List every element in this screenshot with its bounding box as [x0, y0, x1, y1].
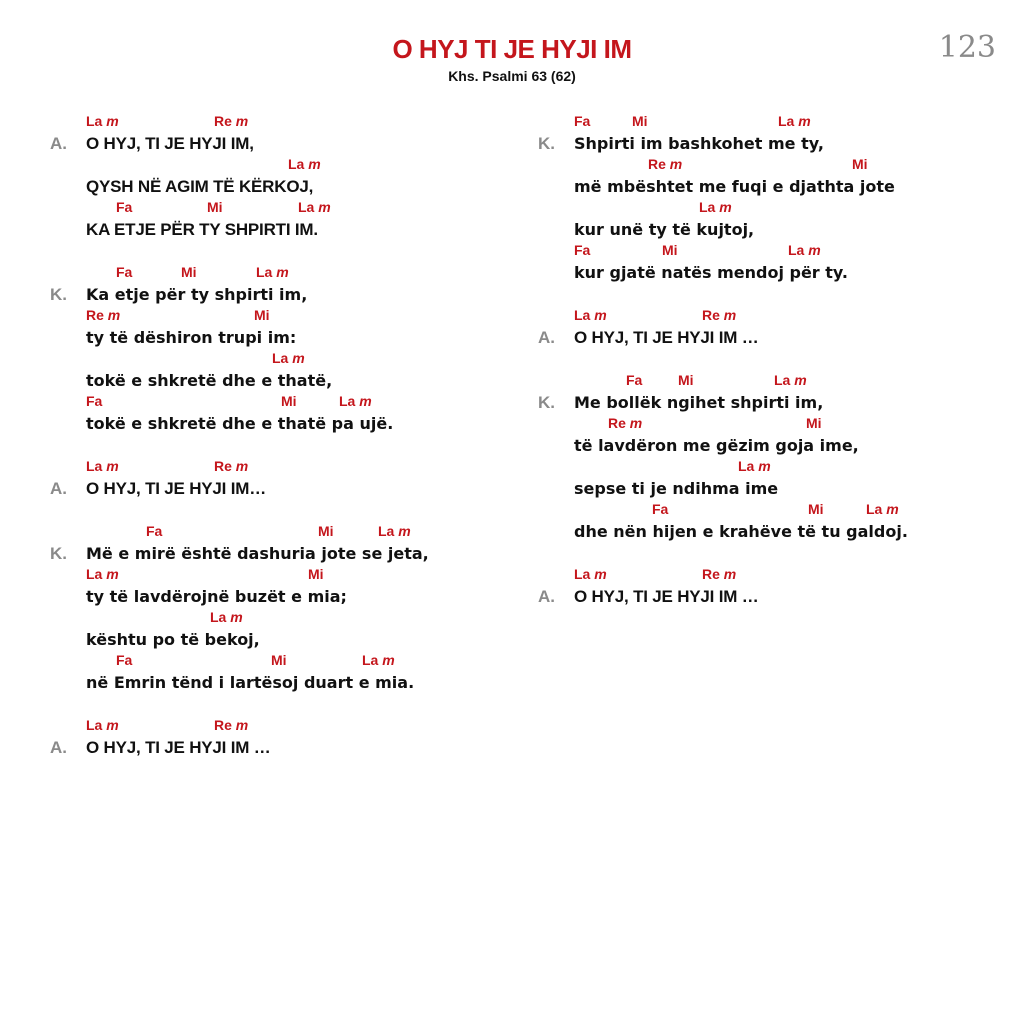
chord-label	[116, 199, 132, 215]
chord-root: La	[738, 458, 755, 474]
chord-label	[574, 113, 590, 129]
chord-root: La	[86, 113, 103, 129]
chord-label	[808, 501, 824, 517]
stanza	[538, 306, 998, 349]
chord-root: Mi	[181, 264, 197, 280]
lyric-line	[50, 716, 500, 759]
lyric-line	[538, 241, 998, 284]
chord-label	[852, 156, 868, 172]
chord-root: La	[866, 501, 883, 517]
chord-root: La	[256, 264, 273, 280]
chord-root: Mi	[207, 199, 223, 215]
refrain-text: QYSH NË AGIM TË KËRKOJ,	[86, 177, 314, 196]
cantor-marker: K.	[538, 393, 555, 412]
chord-root: Mi	[808, 501, 824, 517]
assembly-marker: A.	[50, 479, 67, 498]
verse-text: të lavdëron me gëzim goja ime,	[574, 436, 859, 455]
chord-label	[308, 566, 324, 582]
refrain-text: O HYJ, TI JE HYJI IM …	[86, 738, 271, 757]
chord-label	[210, 609, 243, 625]
stanza	[50, 522, 500, 694]
refrain-text: O HYJ, TI JE HYJI IM,	[86, 134, 254, 153]
chord-root: La	[210, 609, 227, 625]
chord-label	[254, 307, 270, 323]
chord-root: La	[86, 717, 103, 733]
chord-label	[86, 566, 119, 582]
chord-root: Mi	[852, 156, 868, 172]
chord-label	[774, 372, 807, 388]
lyric-line	[50, 263, 500, 306]
lyric-line	[50, 565, 500, 608]
chord-label	[702, 307, 736, 323]
chord-row	[574, 241, 998, 262]
chord-minor: m	[106, 566, 119, 582]
chord-minor: m	[107, 307, 121, 323]
chord-row	[86, 263, 500, 284]
lyric-line	[50, 651, 500, 694]
chord-minor: m	[235, 458, 249, 474]
chord-row	[574, 198, 998, 219]
chord-row	[86, 112, 500, 133]
chord-label	[207, 199, 223, 215]
verse-text: në Emrin tënd i lartësoj duart e mia.	[86, 673, 415, 692]
chord-row	[574, 112, 998, 133]
chord-root: La	[86, 566, 103, 582]
verse-text: më mbështet me fuqi e djathta jote	[574, 177, 895, 196]
assembly-marker: A.	[50, 738, 67, 757]
lyric-line	[50, 522, 500, 565]
right-column	[538, 112, 998, 630]
chord-minor: m	[359, 393, 372, 409]
chord-label	[214, 458, 248, 474]
chord-label	[214, 717, 248, 733]
chord-label	[662, 242, 678, 258]
chord-row	[574, 500, 998, 521]
chord-root: Mi	[318, 523, 334, 539]
lyric-line	[50, 198, 500, 241]
chord-minor: m	[398, 523, 411, 539]
verse-text: ty të dëshiron trupi im:	[86, 328, 297, 347]
chord-minor: m	[292, 350, 305, 366]
chord-minor: m	[106, 717, 119, 733]
stanza	[538, 112, 998, 284]
chord-label	[866, 501, 899, 517]
chord-minor: m	[794, 372, 807, 388]
assembly-marker: A.	[538, 328, 555, 347]
refrain-text: KA ETJE PËR TY SHPIRTI IM.	[86, 220, 318, 239]
chord-label	[271, 652, 287, 668]
chord-row	[86, 522, 500, 543]
chord-row	[86, 457, 500, 478]
chord-minor: m	[230, 609, 243, 625]
assembly-marker: A.	[538, 587, 555, 606]
stanza	[50, 263, 500, 435]
chord-label	[116, 264, 132, 280]
chord-root: La	[574, 307, 591, 323]
chord-label	[86, 458, 119, 474]
chord-root: La	[778, 113, 795, 129]
verse-text: ty të lavdërojnë buzët e mia;	[86, 587, 347, 606]
chord-row	[86, 651, 500, 672]
chord-root: Re	[702, 307, 720, 323]
chord-row	[86, 392, 500, 413]
verse-text: tokë e shkretë dhe e thatë,	[86, 371, 333, 390]
chord-row	[86, 565, 500, 586]
left-column	[50, 112, 500, 781]
chord-root: La	[574, 566, 591, 582]
verse-text: sepse ti je ndihma ime	[574, 479, 779, 498]
lyric-line	[538, 500, 998, 543]
chord-row	[86, 198, 500, 219]
chord-root: La	[788, 242, 805, 258]
chord-label	[608, 415, 642, 431]
cantor-marker: K.	[50, 544, 67, 563]
chord-row	[86, 349, 500, 370]
chord-root: La	[339, 393, 356, 409]
verse-text: Më e mirë është dashuria jote se jeta,	[86, 544, 429, 563]
chord-row	[86, 306, 500, 327]
chord-root: Re	[608, 415, 626, 431]
chord-minor: m	[235, 113, 249, 129]
chord-label	[146, 523, 162, 539]
lyric-line	[50, 457, 500, 500]
stanza	[538, 371, 998, 543]
lyric-line	[538, 457, 998, 500]
song-title: O HYJ TI JE HYJI IM	[392, 34, 632, 64]
chord-minor: m	[106, 458, 119, 474]
chord-label	[214, 113, 248, 129]
lyric-line	[538, 371, 998, 414]
lyric-line	[538, 155, 998, 198]
chord-root: La	[378, 523, 395, 539]
chord-root: Re	[214, 458, 232, 474]
chord-label	[86, 393, 102, 409]
chord-minor: m	[723, 307, 737, 323]
chord-row	[86, 716, 500, 737]
chord-label	[362, 652, 395, 668]
chord-root: La	[86, 458, 103, 474]
chord-root: Mi	[806, 415, 822, 431]
chord-minor: m	[669, 156, 683, 172]
chord-minor: m	[758, 458, 771, 474]
chord-minor: m	[594, 566, 607, 582]
chord-label	[298, 199, 331, 215]
song-subtitle: Khs. Psalmi 63 (62)	[448, 68, 576, 84]
chord-minor: m	[886, 501, 899, 517]
verse-text: dhe nën hijen e krahëve të tu galdoj.	[574, 522, 908, 541]
page-number: 123	[938, 30, 996, 65]
chord-label	[288, 156, 321, 172]
refrain-text: O HYJ, TI JE HYJI IM …	[574, 328, 759, 347]
chord-label	[116, 652, 132, 668]
lyric-line	[538, 306, 998, 349]
chord-root: Mi	[632, 113, 648, 129]
lyric-line	[538, 112, 998, 155]
lyric-line	[538, 198, 998, 241]
chord-row	[574, 306, 998, 327]
verse-text: kur unë ty të kujtoj,	[574, 220, 755, 239]
verse-text: tokë e shkretë dhe e thatë pa ujë.	[86, 414, 394, 433]
chord-label	[738, 458, 771, 474]
chord-minor: m	[308, 156, 321, 172]
chord-root: Mi	[308, 566, 324, 582]
lyric-line	[50, 608, 500, 651]
chord-minor: m	[235, 717, 249, 733]
chord-root: Re	[214, 717, 232, 733]
verse-text: Ka etje për ty shpirti im,	[86, 285, 308, 304]
chord-row	[574, 155, 998, 176]
chord-label	[806, 415, 822, 431]
chord-label	[574, 307, 607, 323]
chord-root: Fa	[116, 264, 133, 280]
chord-root: Re	[702, 566, 720, 582]
verse-text: Shpirti im bashkohet me ty,	[574, 134, 825, 153]
chord-minor: m	[382, 652, 395, 668]
chord-label	[86, 717, 119, 733]
chord-label	[778, 113, 811, 129]
chord-root: Re	[86, 307, 104, 323]
chord-root: Fa	[574, 113, 591, 129]
chord-minor: m	[318, 199, 331, 215]
verse-text: kur gjatë natës mendoj për ty.	[574, 263, 848, 282]
chord-label	[256, 264, 289, 280]
chord-row	[574, 371, 998, 392]
chord-row	[86, 608, 500, 629]
chord-minor: m	[276, 264, 289, 280]
chord-root: Fa	[652, 501, 669, 517]
chord-label	[788, 242, 821, 258]
chord-label	[632, 113, 648, 129]
assembly-marker: A.	[50, 134, 67, 153]
chord-row	[574, 565, 998, 586]
stanza	[50, 112, 500, 241]
chord-minor: m	[629, 415, 643, 431]
chord-minor: m	[723, 566, 737, 582]
chord-row	[574, 457, 998, 478]
chord-root: Mi	[281, 393, 297, 409]
chord-label	[281, 393, 297, 409]
chord-root: Re	[648, 156, 666, 172]
lyric-line	[538, 414, 998, 457]
chord-label	[378, 523, 411, 539]
refrain-text: O HYJ, TI JE HYJI IM …	[574, 587, 759, 606]
chord-label	[318, 523, 334, 539]
chord-root: La	[699, 199, 716, 215]
chord-minor: m	[808, 242, 821, 258]
chord-row	[574, 414, 998, 435]
lyric-line	[50, 349, 500, 392]
chord-root: Mi	[271, 652, 287, 668]
verse-text: kështu po të bekoj,	[86, 630, 260, 649]
chord-root: La	[272, 350, 289, 366]
chord-minor: m	[594, 307, 607, 323]
chord-label	[699, 199, 732, 215]
chord-root: Mi	[662, 242, 678, 258]
chord-label	[652, 501, 668, 517]
stanza	[50, 716, 500, 759]
chord-root: La	[288, 156, 305, 172]
chord-root: Mi	[254, 307, 270, 323]
cantor-marker: K.	[538, 134, 555, 153]
lyric-line	[50, 306, 500, 349]
chord-label	[626, 372, 642, 388]
chord-label	[86, 307, 120, 323]
chord-root: Fa	[146, 523, 163, 539]
chord-row	[86, 155, 500, 176]
chord-root: Fa	[626, 372, 643, 388]
chord-label	[574, 242, 590, 258]
lyric-line	[50, 112, 500, 155]
stanza	[538, 565, 998, 608]
chord-root: Fa	[86, 393, 103, 409]
chord-label	[678, 372, 694, 388]
chord-label	[702, 566, 736, 582]
chord-label	[272, 350, 305, 366]
chord-root: Fa	[116, 199, 133, 215]
chord-root: La	[774, 372, 791, 388]
cantor-marker: K.	[50, 285, 67, 304]
chord-root: La	[298, 199, 315, 215]
chord-root: Fa	[116, 652, 133, 668]
chord-root: Fa	[574, 242, 591, 258]
lyric-line	[50, 392, 500, 435]
refrain-text: O HYJ, TI JE HYJI IM…	[86, 479, 267, 498]
chord-minor: m	[719, 199, 732, 215]
verse-text: Me bollëk ngihet shpirti im,	[574, 393, 824, 412]
chord-root: La	[362, 652, 379, 668]
chord-minor: m	[106, 113, 119, 129]
chord-label	[574, 566, 607, 582]
chord-label	[339, 393, 372, 409]
chord-minor: m	[798, 113, 811, 129]
chord-root: Mi	[678, 372, 694, 388]
chord-label	[648, 156, 682, 172]
lyric-line	[538, 565, 998, 608]
lyric-line	[50, 155, 500, 198]
chord-root: Re	[214, 113, 232, 129]
stanza	[50, 457, 500, 500]
chord-label	[181, 264, 197, 280]
chord-label	[86, 113, 119, 129]
